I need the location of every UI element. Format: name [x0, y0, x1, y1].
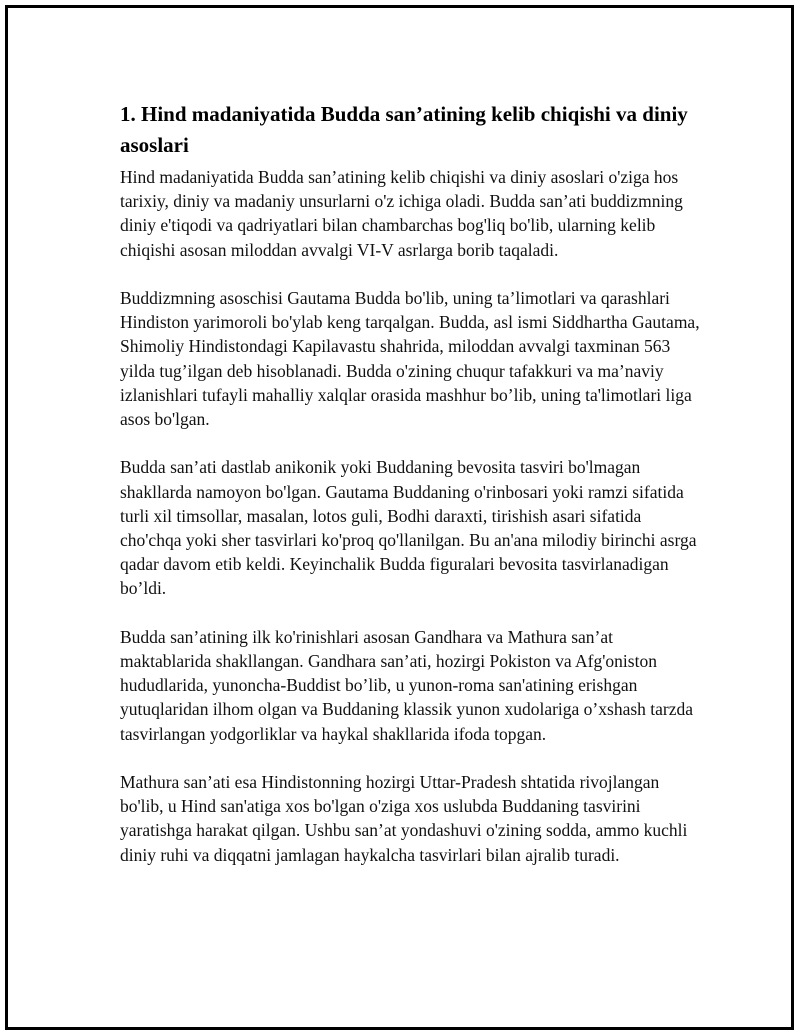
document-body — [120, 99, 700, 891]
paragraph-gandhara-mathura: Budda san’atining ilk ko'rinishlari asosan Gandhara va Mathura san’at maktablarida shakllangan. Gandhara san’ati, hozirgi Pokiston va Afg'oniston hududlarida, yunoncha-Buddist bo’lib, u yunon-roma san'atining erishgan yutuqlaridan ilhom olgan va Buddaning klassik yunon xudolariga o’xshash tarzda tasvirlangan yodgorliklar va haykal shakllarida ifoda topgan. — [120, 626, 694, 744]
page-frame — [5, 5, 794, 1030]
section-heading: 1. Hind madaniyatida Budda san’atining kelib chiqishi va diniy asoslari — [120, 102, 688, 157]
paragraph-mathura-art: Mathura san’ati esa Hindistonning hozirgi Uttar-Pradesh shtatida rivojlangan bo'lib, u Hind san'atiga xos bo'lgan o'ziga xos uslubda Buddaning tasvirini yaratishga harakat qilgan. Ushbu san’at yondashuvi o'zining sodda, ammo kuchli diniy ruhi va diqqatni jamlagan haykalcha tasvirlari bilan ajralib turadi. — [120, 772, 688, 865]
paragraph-gautama-buddha: Buddizmning asoschisi Gautama Budda bo'lib, uning ta’limotlari va qarashlari Hindiston yarimoroli bo'ylab keng tarqalgan. Budda, asl ismi Siddhartha Gautama, Shimoliy Hindistondagi Kapilavastu shahrida, miloddan avvalgi taxminan 563 yilda tug’ilgan deb hisoblanadi. Budda o'zining chuqur tafakkuri va ma’naviy izlanishlari tufayli mahalliy xalqlar orasida mashhur bo’lib, uning ta'limotlari liga asos bo'lgan. — [120, 288, 700, 430]
paragraph-origins: Hind madaniyatida Budda san’atining kelib chiqishi va diniy asoslari o'ziga hos tarixiy, diniy va madaniy unsurlarni o'z ichiga oladi. Budda san’ati buddizmning diniy e'tiqodi va qadriyatlari bilan chambarchas bog'liq bo'lib, ularning kelib chiqishi asosan miloddan avvalgi VI-V asrlarga borib taqaladi. — [120, 167, 683, 260]
paragraph-aniconic-art: Budda san’ati dastlab anikonik yoki Buddaning bevosita tasviri bo'lmagan shakllarda namoyon bo'lgan. Gautama Buddaning o'rinbosari yoki ramzi sifatida turli xil timsollar, masalan, lotos guli, Bodhi daraxti, tirishish asari sifatida cho'chqa yoki sher tasvirlari ko'proq qo'llanilgan. Bu an'ana milodiy birinchi asrga qadar davom etib keldi. Keyinchalik Budda figuralari bevosita tasvirlanadigan bo’ldi. — [120, 457, 697, 599]
